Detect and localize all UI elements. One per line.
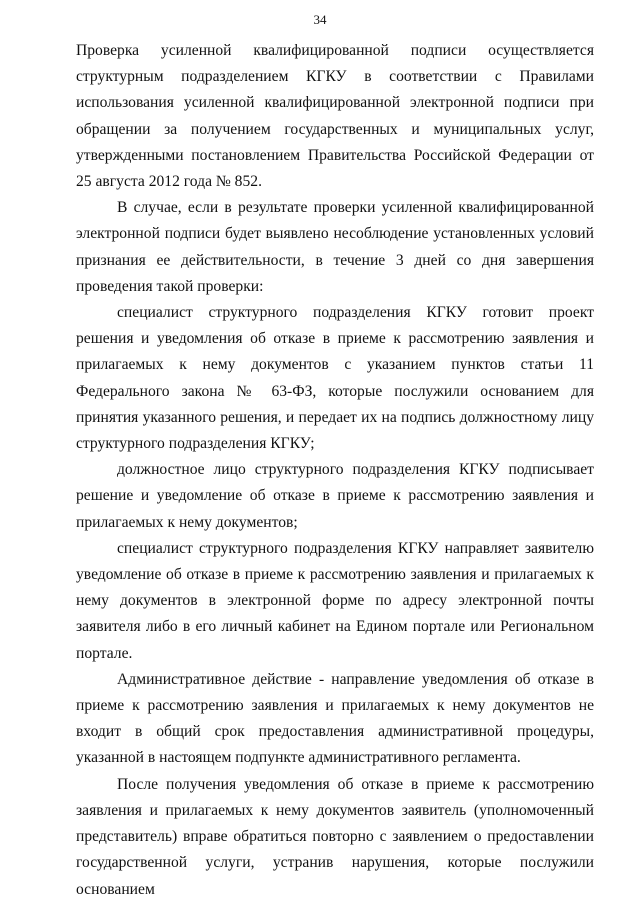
paragraph-official-signs: должностное лицо структурного подразделения КГКУ подписывает решение и уведомление об отказе в приеме к рассмотрению заявления и прилагаемых к нему документов; — [76, 461, 594, 531]
paragraph-specialist-sends: специалист структурного подразделения КГКУ направляет заявителю уведомление об отказе в приеме к рассмотрению заявления и прилагаемых к нему документов в электронной форме по адресу электронной почты заявителя либо в его личный кабинет на Едином портале или Региональном портале. — [76, 539, 594, 662]
document-body — [76, 38, 594, 903]
page-number: 34 — [313, 12, 327, 27]
paragraph-verification: Проверка усиленной квалифицированной подписи осуществляется структурным подразделением КГКУ в соответствии с Правилами использования усиленной квалифицированной электронной подписи при обращении за получением государственных и муниципальных услуг, утвержденными постановлением Правительства Российской Федерации от 25 августа 2012 года № 852. — [76, 42, 594, 191]
paragraph-specialist-prepares: специалист структурного подразделения КГКУ готовит проект решения и уведомления об отказе в приеме к рассмотрению заявления и прилагаемых к нему документов с указанием пунктов статьи 11 Федерального закона № 63-ФЗ, которые послужили основанием для принятия указанного решения, и передает их на подпись должностному лицу структурного подразделения КГКУ; — [76, 304, 594, 453]
paragraph-administrative-action: Административное действие - направление уведомления об отказе в приеме к рассмотрению заявления и прилагаемых к нему документов не входит в общий срок предоставления административной процедуры, указанной в настоящем подпункте административного регламента. — [76, 670, 594, 767]
paragraph-repeat-application: После получения уведомления об отказе в приеме к рассмотрению заявления и прилагаемых к нему документов заявитель (уполномоченный представитель) вправе обратиться повторно с заявлением о предоставлении государственной услуги, устранив нарушения, которые послужили основанием — [76, 775, 594, 898]
paragraph-invalid-signature: В случае, если в результате проверки усиленной квалифицированной электронной подписи будет выявлено несоблюдение установленных условий признания ее действительности, в течение 3 дней со дня завершения проведения такой проверки: — [76, 199, 594, 295]
